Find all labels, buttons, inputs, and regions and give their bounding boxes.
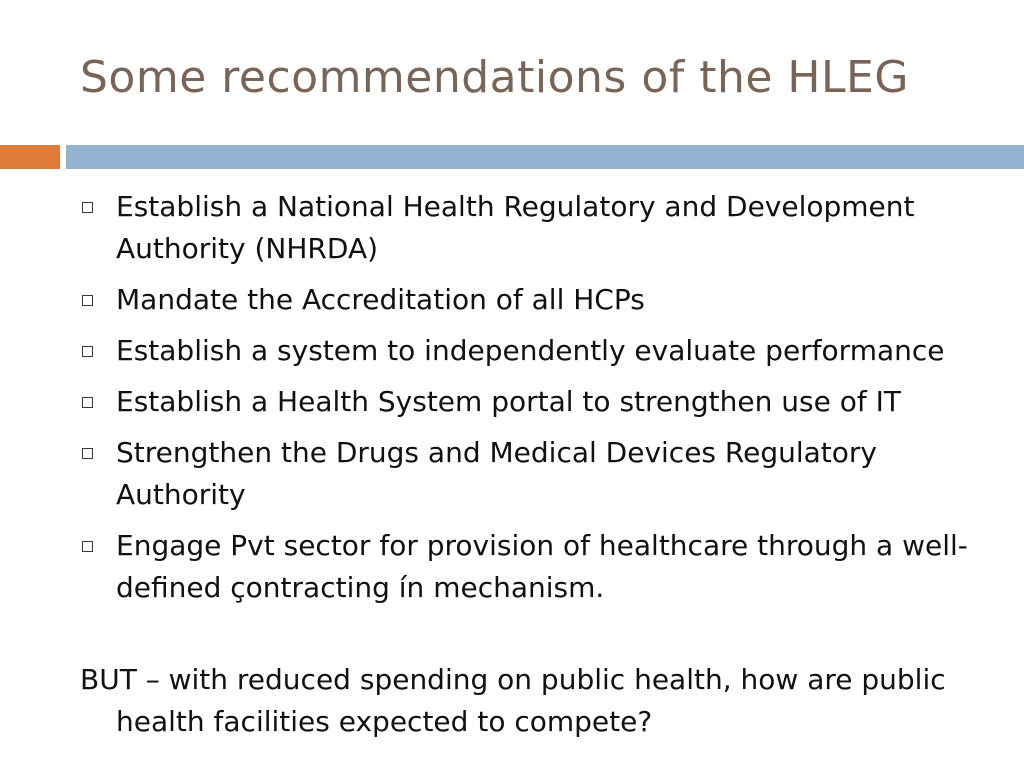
list-item bbox=[80, 381, 980, 423]
bullet-text: Mandate the Accreditation of all HCPs bbox=[116, 283, 645, 316]
square-bullet-icon bbox=[82, 397, 93, 408]
bullet-text: Engage Pvt sector for provision of healthcare through a well-defined çontracting ín mechanism. bbox=[116, 529, 968, 604]
list-item bbox=[80, 330, 980, 372]
square-bullet-icon bbox=[82, 346, 93, 357]
bullet-text: Establish a system to independently evaluate performance bbox=[116, 334, 945, 367]
bullet-text: Strengthen the Drugs and Medical Devices Regulatory Authority bbox=[116, 436, 877, 511]
list-item bbox=[80, 279, 980, 321]
bullet-list bbox=[80, 186, 980, 618]
square-bullet-icon bbox=[82, 448, 93, 459]
slide-title: Some recommendations of the HLEG bbox=[80, 52, 909, 103]
bullet-text: Establish a National Health Regulatory and Development Authority (NHRDA) bbox=[116, 190, 915, 265]
conclusion-text: BUT – with reduced spending on public health, how are public health facilities expected to compete? bbox=[80, 663, 946, 738]
accent-bar-blue bbox=[66, 145, 1024, 169]
square-bullet-icon bbox=[82, 202, 93, 213]
accent-bar-orange bbox=[0, 145, 60, 169]
list-item bbox=[80, 432, 980, 516]
list-item bbox=[80, 525, 980, 609]
bullet-text: Establish a Health System portal to strengthen use of IT bbox=[116, 385, 901, 418]
list-item bbox=[80, 186, 980, 270]
square-bullet-icon bbox=[82, 295, 93, 306]
square-bullet-icon bbox=[82, 541, 93, 552]
